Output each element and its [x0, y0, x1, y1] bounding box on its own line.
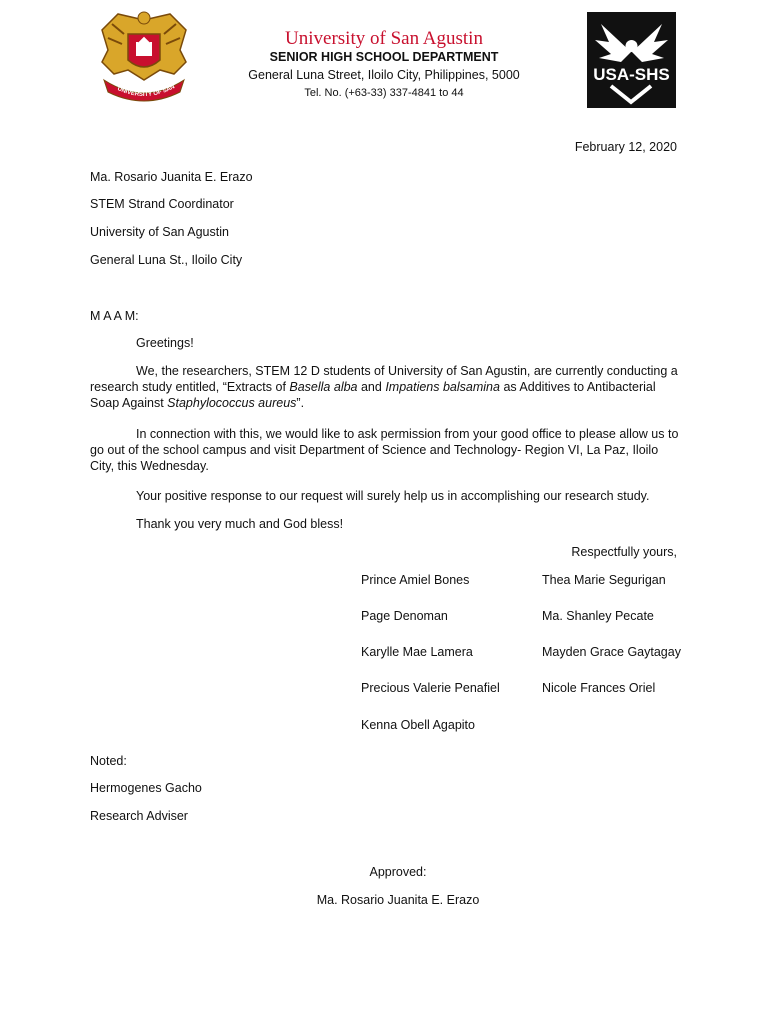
body-paragraph-4: Thank you very much and God bless!	[136, 517, 344, 531]
signatory-left-4: Precious Valerie Penafiel	[361, 681, 500, 695]
recipient-name: Ma. Rosario Juanita E. Erazo	[90, 170, 253, 184]
signatory-right-4: Nicole Frances Oriel	[542, 681, 656, 695]
signatory-right-1: Thea Marie Segurigan	[542, 573, 666, 587]
body-paragraph-2: In connection with this, we would like to ask permission from your good office to please allow us to go out of the school campus and visit Department of Science and Technology- Region VI, La Paz, Iloilo City, this Wednesday.	[90, 427, 679, 473]
approved-name: Ma. Rosario Juanita E. Erazo	[316, 893, 480, 907]
body-paragraph-3: Your positive response to our request will surely help us in accomplishing our research study.	[136, 489, 650, 503]
signatory-right-2: Ma. Shanley Pecate	[542, 609, 654, 623]
noted-name: Hermogenes Gacho	[90, 781, 202, 795]
signatory-left-5: Kenna Obell Agapito	[361, 718, 475, 732]
approved-label: Approved:	[369, 865, 427, 879]
recipient-institution: University of San Agustin	[90, 225, 229, 239]
species-impatiens-balsamina: Impatiens balsamina	[385, 380, 500, 394]
svg-text:USA-SHS: USA-SHS	[593, 65, 670, 84]
noted-label: Noted:	[90, 754, 127, 768]
signatory-left-3: Karylle Mae Lamera	[361, 645, 473, 659]
telephone-number: Tel. No. (+63-33) 337-4841 to 44	[304, 87, 464, 99]
university-name: University of San Agustin	[285, 28, 483, 49]
svg-text:UNIVERSITY OF SAN AGUSTIN: UNIVERSITY OF SAN	[116, 84, 176, 99]
department-name: SENIOR HIGH SCHOOL DEPARTMENT	[269, 50, 499, 64]
recipient-position: STEM Strand Coordinator	[90, 197, 234, 211]
greeting: Greetings!	[136, 336, 194, 350]
species-staphylococcus-aureus: Staphylococcus aureus	[167, 396, 297, 410]
signatory-left-1: Prince Amiel Bones	[361, 573, 470, 587]
letter-date: February 12, 2020	[574, 140, 677, 154]
signatory-right-3: Mayden Grace Gaytagay	[542, 645, 681, 659]
body-paragraph-1: We, the researchers, STEM 12 D students of University of San Agustin, are currently conducting a research study entitled, “Extracts of Basella alba and Impatiens balsamina as Additives to Antibacterial Soap Against Staphylococcus aureus”.	[90, 364, 678, 410]
salutation: M A A M:	[90, 309, 139, 323]
school-address: General Luna Street, Iloilo City, Philippines, 5000	[248, 68, 520, 82]
noted-title: Research Adviser	[90, 809, 188, 823]
signatory-left-2: Page Denoman	[361, 609, 448, 623]
recipient-address: General Luna St., Iloilo City	[90, 253, 243, 267]
usa-shs-logo	[587, 12, 676, 108]
species-basella-alba: Basella alba	[289, 380, 358, 394]
closing: Respectfully yours,	[571, 545, 677, 559]
